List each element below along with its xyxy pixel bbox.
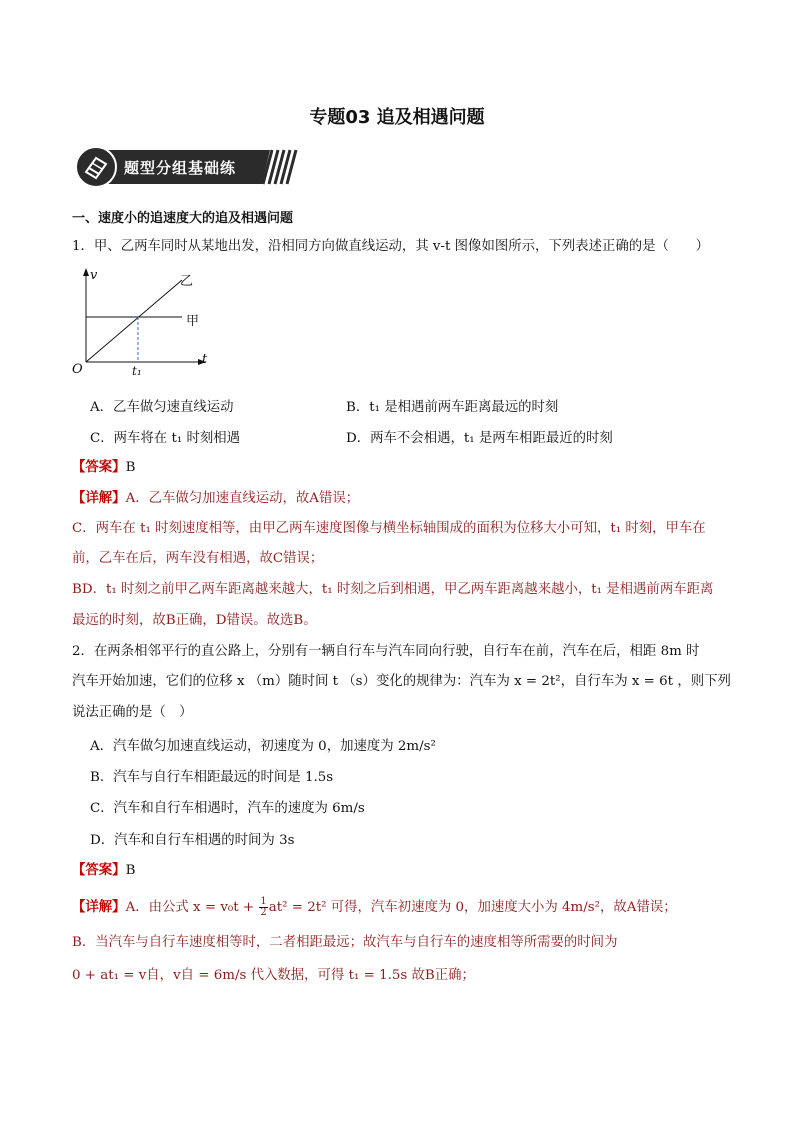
detail-a-post: at² = 2t² 可得，汽车初速度为 0，加速度大小为 4m/s²，故A错误；: [268, 900, 677, 915]
answer-tag: 【答案】: [72, 459, 126, 475]
q2-option-b: B．汽车与自行车相距最远的时间是 1.5s: [90, 770, 334, 785]
x-axis-label: t: [202, 352, 208, 367]
detail-text: A．乙车做匀加速直线运动，故A错误；: [125, 491, 360, 506]
q1-stem: 1．甲、乙两车同时从某地出发，沿相同方向做直线运动，其 v-t 图像如图所示，下列表述正确的是（ ）: [72, 239, 710, 254]
q2-option-c: C．汽车和自行车相遇时，汽车的速度为 6m/s: [90, 801, 365, 816]
q1-detail-line-1: [72, 489, 359, 508]
q1-detail-line-4: BD．t₁ 时刻之前甲乙两车距离越来越大，t₁ 时刻之后到相遇，甲乙两车距离越来越小，t₁ 是相遇前两车距离: [72, 582, 714, 597]
q2-detail-line-2: B．当汽车与自行车速度相等时，二者相距最远；故汽车与自行车的速度相等所需要的时间为: [72, 935, 618, 950]
answer-value: B: [125, 460, 136, 475]
section-title: 一、速度小的追速度大的追及相遇问题: [72, 211, 294, 226]
q1-option-b: B．t₁ 是相遇前两车距离最远的时刻: [346, 400, 559, 415]
series-yi-line: [86, 280, 182, 362]
q2-option-a: A．汽车做匀加速直线运动，初速度为 0，加速度为 2m/s²: [90, 739, 436, 754]
q2-stem-line-1: 2．在两条相邻平行的直公路上，分别有一辆自行车与汽车同向行驶，自行车在前，汽车在后，相距 8m 时: [72, 644, 700, 659]
q1-detail-line-3: 前，乙车在后，两车没有相遇，故C错误；: [72, 551, 324, 566]
q1-detail-line-5: 最远的时刻，故B正确，D错误。故选B。: [72, 613, 317, 628]
detail-tag: 【详解】: [72, 490, 126, 506]
q2-stem-line-2: 汽车开始加速，它们的位移 x （m）随时间 t （s）变化的规律为：汽车为 x = 2t²，自行车为 x = 6t ，则下列: [72, 674, 731, 689]
q2-stem-line-3: 说法正确的是（ ）: [72, 705, 193, 720]
vt-graph: [66, 266, 216, 384]
origin-label: O: [72, 362, 83, 377]
q2-option-d: D．汽车和自行车相遇的时间为 3s: [90, 833, 295, 848]
detail-tag: 【详解】: [72, 899, 126, 915]
answer-value: B: [125, 863, 136, 878]
y-axis-label: v: [90, 268, 98, 283]
section-banner: [74, 146, 298, 188]
t1-label: t₁: [132, 364, 142, 378]
q2-detail-line-3: 0 + at₁ = v自，v自 = 6m/s 代入数据，可得 t₁ = 1.5s 故B正确；: [72, 968, 475, 983]
q2-answer: [72, 861, 135, 880]
answer-tag: 【答案】: [72, 862, 126, 878]
page-title: 专题03 追及相遇问题: [309, 107, 485, 128]
q2-detail-line-1: [72, 897, 677, 918]
q1-option-a: A．乙车做匀速直线运动: [90, 400, 234, 415]
q1-option-c: C．两车将在 t₁ 时刻相遇: [90, 431, 241, 446]
q1-option-d: D．两车不会相遇，t₁ 是两车相距最近的时刻: [346, 431, 613, 446]
q1-answer: [72, 458, 135, 477]
fraction-half: $\frac{1}{2}$: [260, 896, 267, 918]
q1-detail-line-2: C．两车在 t₁ 时刻速度相等，由甲乙两车速度图像与横坐标轴围成的面积为位移大小可知，t₁ 时刻，甲车在: [72, 521, 706, 536]
banner-label: 题型分组基础练: [124, 159, 237, 177]
series-jia-label: 甲: [186, 314, 200, 329]
detail-a-pre: A．由公式 x = v₀t +: [125, 900, 259, 915]
series-yi-label: 乙: [180, 274, 194, 289]
y-axis-arrow: [83, 268, 89, 276]
